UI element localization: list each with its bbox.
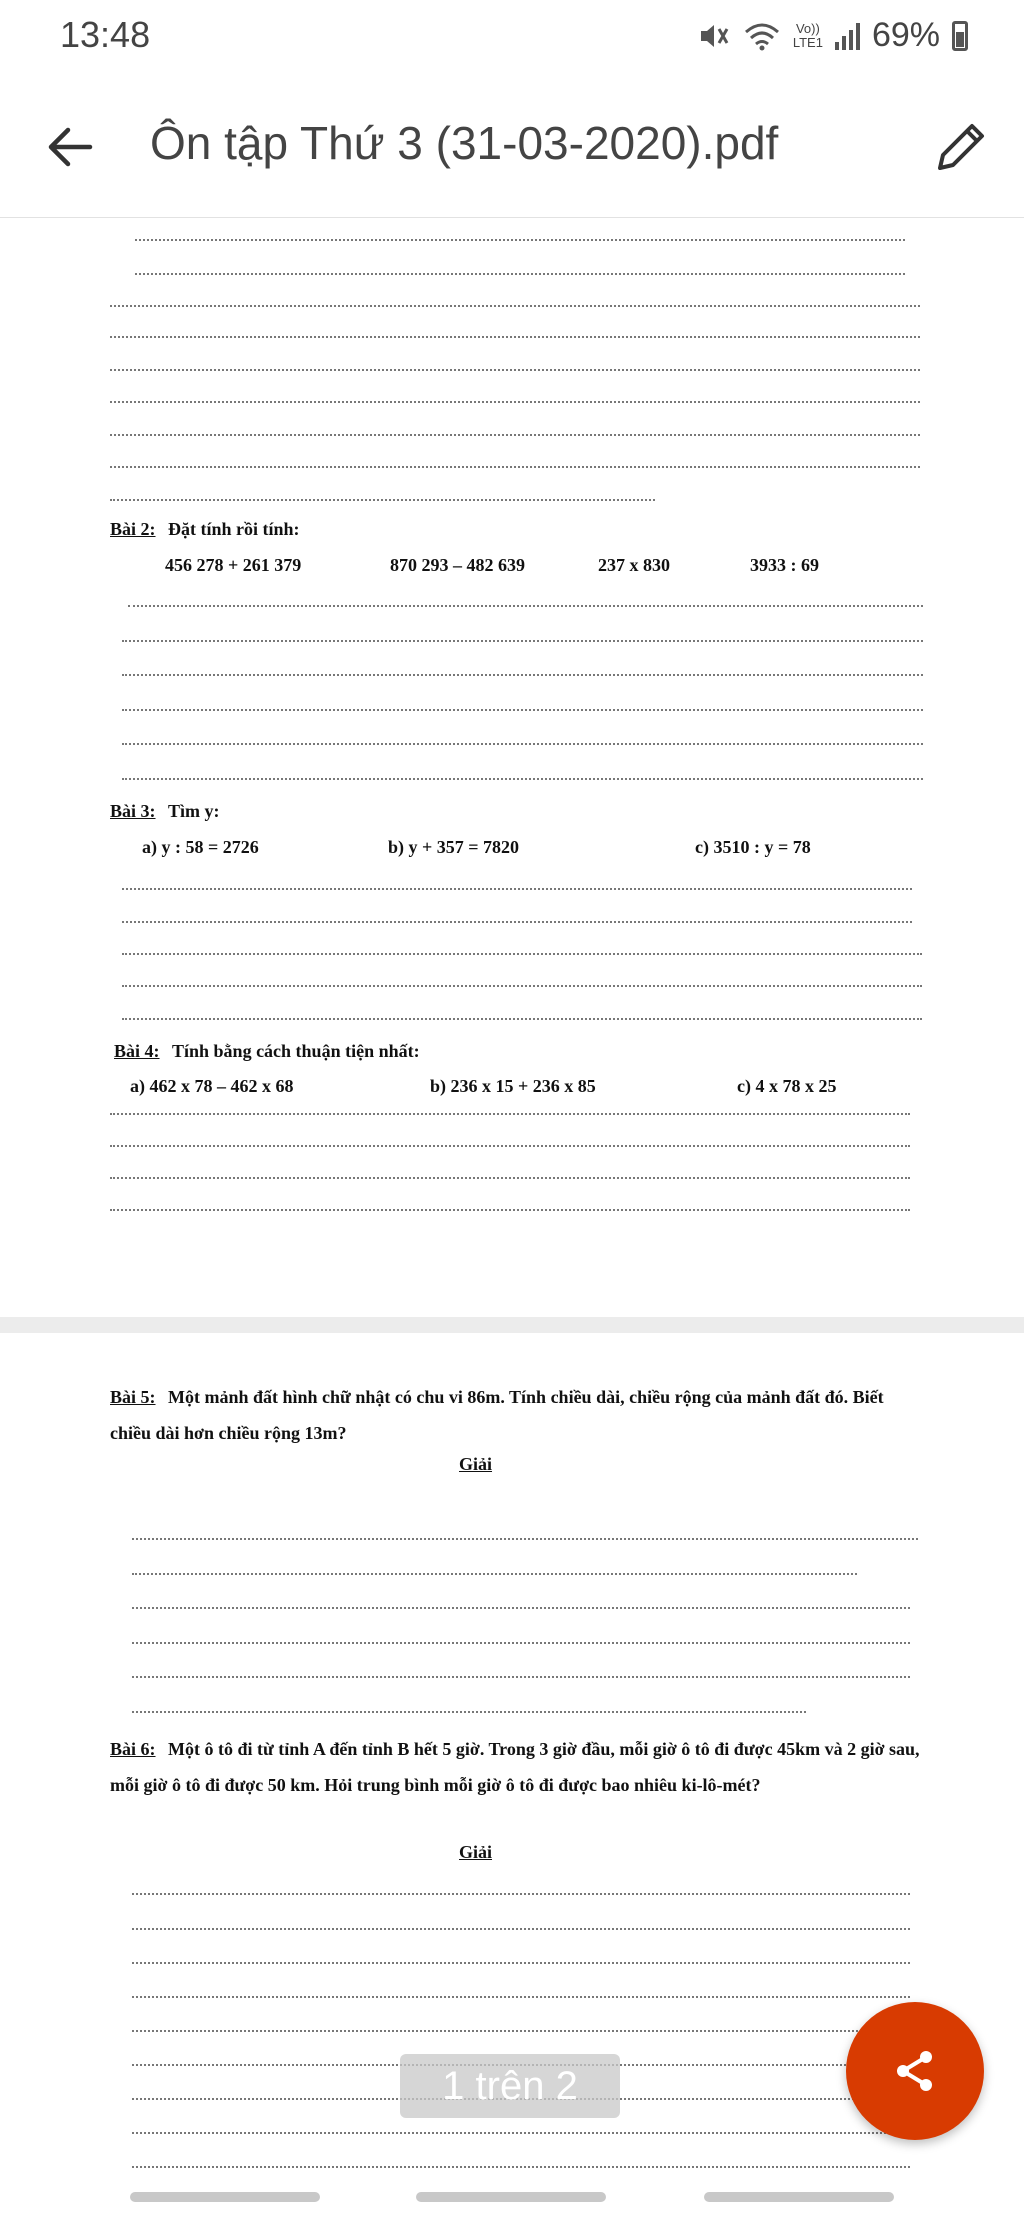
answer-line <box>132 1642 910 1644</box>
answer-line <box>110 401 920 403</box>
exercise-text: Tìm y: <box>168 801 220 821</box>
exercise-body: Một ô tô đi từ tỉnh A đến tỉnh B hết 5 giờ. Trong 3 giờ đầu, mỗi giờ ô tô đi được 45km và 2 giờ sau, mỗi giờ ô tô đi được 50 km. Hỏi trung bình mỗi giờ ô tô đi được bao nhiêu ki-lô-mét? <box>110 1739 920 1795</box>
pencil-icon <box>928 114 994 180</box>
exercise-4-item: b) 236 x 15 + 236 x 85 <box>430 1076 596 1096</box>
answer-line <box>110 466 920 468</box>
answer-line <box>110 499 655 501</box>
arrow-left-icon <box>38 114 104 180</box>
solution-label: Giải <box>459 1842 493 1862</box>
answer-line <box>128 605 923 607</box>
exercise-text: Tính bằng cách thuận tiện nhất: <box>172 1041 420 1061</box>
answer-line <box>132 1676 910 1678</box>
exercise-label: Bài 4: <box>114 1041 160 1061</box>
exercise-4-item: c) 4 x 78 x 25 <box>737 1076 837 1096</box>
answer-line <box>132 2030 910 2032</box>
answer-line <box>122 743 923 745</box>
battery-icon <box>952 21 968 51</box>
answer-line <box>122 640 923 642</box>
exercise-label: Bài 3: <box>110 801 156 821</box>
answer-line <box>122 985 922 987</box>
pdf-page-1 <box>0 219 1024 1317</box>
mute-icon <box>697 21 731 51</box>
exercise-3-item: a) y : 58 = 2726 <box>142 837 259 857</box>
status-time: 13:48 <box>60 14 151 55</box>
answer-line <box>132 1996 910 1998</box>
answer-line <box>110 1113 910 1115</box>
exercise-body: Một mảnh đất hình chữ nhật có chu vi 86m. Tính chiều dài, chiều rộng của mảnh đất đó. Biết chiều dài hơn chiều rộng 13m? <box>110 1387 884 1443</box>
battery-percent: 69% <box>871 16 940 54</box>
exercise-label: Bài 2: <box>110 519 156 539</box>
answer-line <box>122 1018 922 1020</box>
signal-icon <box>835 22 860 50</box>
share-button[interactable] <box>846 2002 984 2140</box>
solution-label: Giải <box>459 1454 493 1474</box>
answer-line <box>135 239 905 241</box>
answer-line <box>132 1607 910 1609</box>
answer-line <box>122 778 923 780</box>
exercise-6-text <box>110 1731 925 1803</box>
answer-line <box>132 2132 910 2134</box>
answer-line <box>110 1177 910 1179</box>
exercise-2-item: 3933 : 69 <box>750 555 819 575</box>
answer-line <box>132 1538 918 1540</box>
answer-line <box>132 1573 857 1575</box>
exercise-2-item: 870 293 – 482 639 <box>390 555 525 575</box>
nav-hint-left <box>130 2192 320 2202</box>
answer-line <box>132 1711 806 1713</box>
share-icon <box>890 2046 940 2096</box>
network-label <box>793 22 823 50</box>
exercise-3-item: b) y + 357 = 7820 <box>388 837 520 857</box>
exercise-label: Bài 6: <box>110 1739 156 1759</box>
answer-line <box>122 709 923 711</box>
network-label-bottom: LTE1 <box>792 34 823 50</box>
exercise-2-item: 456 278 + 261 379 <box>165 555 302 575</box>
answer-line <box>110 336 920 338</box>
exercise-5-text <box>110 1379 925 1451</box>
answer-line <box>132 2166 910 2168</box>
wifi-icon <box>743 21 781 51</box>
exercise-4-heading <box>114 1041 420 1062</box>
status-bar <box>0 0 1024 78</box>
exercise-text: Đặt tính rồi tính: <box>168 519 300 539</box>
document-title: Ôn tập Thứ 3 (31-03-2020).pdf <box>150 117 779 169</box>
answer-line <box>122 921 912 923</box>
answer-line <box>132 1893 910 1895</box>
answer-line <box>135 273 905 275</box>
status-icons <box>697 16 968 55</box>
answer-line <box>132 1928 910 1930</box>
answer-line <box>110 1209 910 1211</box>
nav-hint-center <box>416 2192 606 2202</box>
page-separator <box>0 1317 1024 1333</box>
answer-line <box>122 674 923 676</box>
answer-line <box>110 434 920 436</box>
back-button[interactable] <box>38 114 104 180</box>
exercise-label: Bài 5: <box>110 1387 156 1407</box>
page-indicator: 1 trên 2 <box>400 2054 620 2118</box>
answer-line <box>132 1962 910 1964</box>
answer-line <box>110 1145 910 1147</box>
answer-line <box>110 305 920 307</box>
exercise-2-heading <box>110 519 300 540</box>
network-label-top: Vo)) <box>795 20 820 36</box>
exercise-3-item: c) 3510 : y = 78 <box>695 837 811 857</box>
edit-button[interactable] <box>928 114 994 180</box>
exercise-2-item: 237 x 830 <box>598 555 670 575</box>
answer-line <box>122 953 922 955</box>
answer-line <box>110 369 920 371</box>
exercise-4-item: a) 462 x 78 – 462 x 68 <box>130 1076 294 1096</box>
exercise-3-heading <box>110 801 220 822</box>
answer-line <box>122 888 912 890</box>
app-bar <box>0 78 1024 218</box>
nav-hint-right <box>704 2192 894 2202</box>
